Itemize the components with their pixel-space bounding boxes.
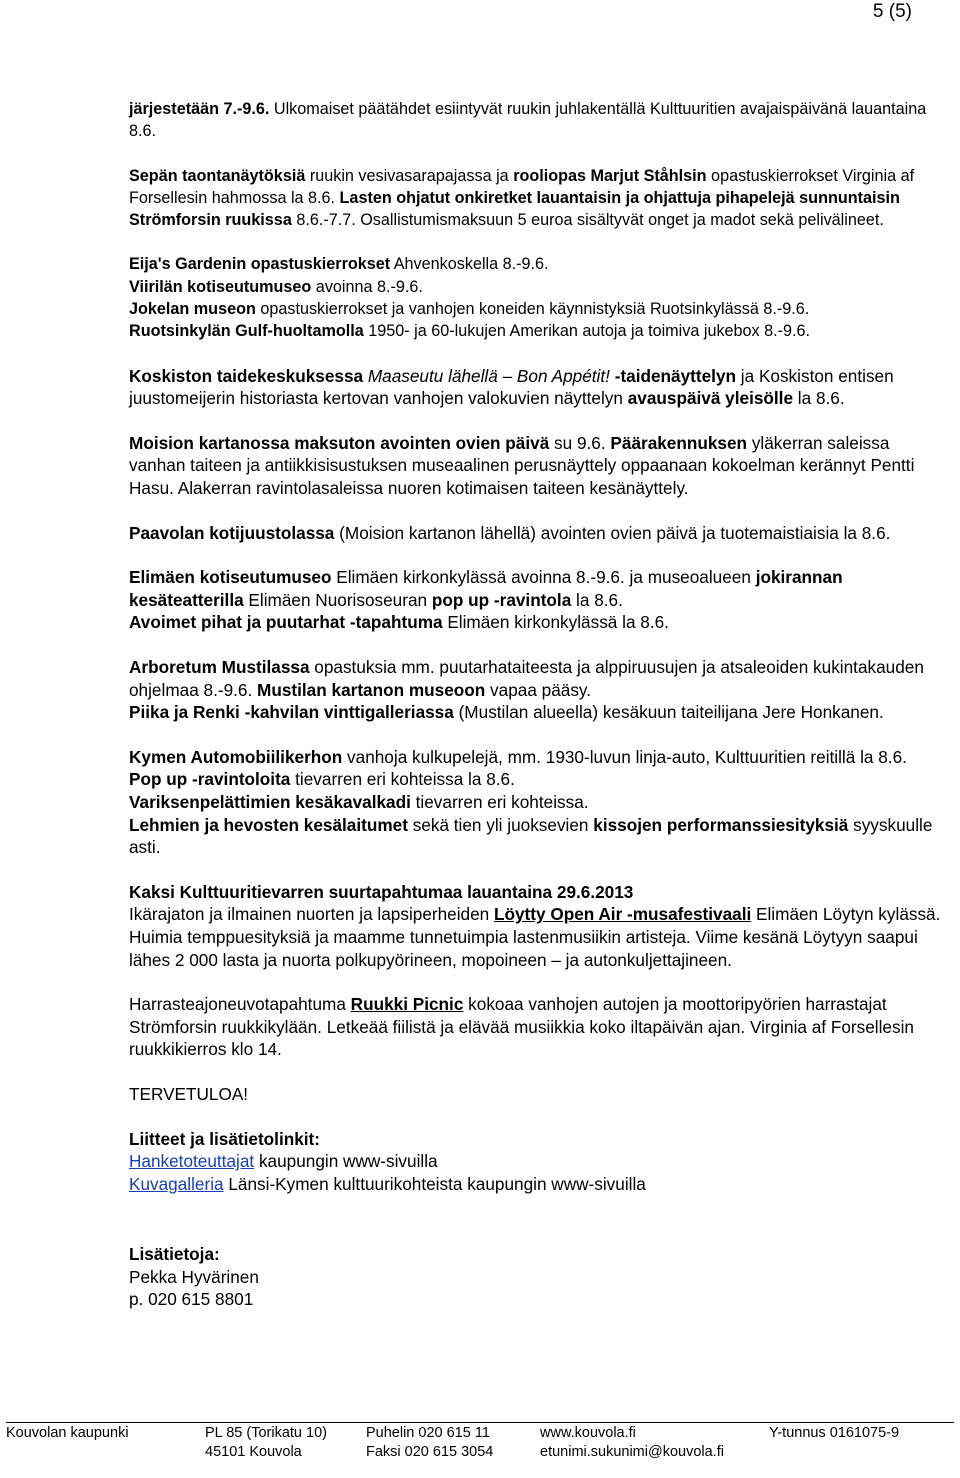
arboretum-bold-2: Mustilan kartanon museoon: [257, 679, 486, 700]
popup-text: tievarren eri kohteissa la 8.6.: [290, 769, 515, 790]
intro-text: Ulkomaiset päätähdet esiintyvät ruukin juhlakentällä Kulttuuritien avajaispäivänä lauantaina 8.6.: [129, 100, 927, 141]
lehmien-text-1: sekä tien yli juoksevien: [407, 814, 594, 835]
koskisto-text-1: ja Koskiston entisen juustomeijerin historiasta kertovan vanhojen valokuvien näyttelyn: [129, 365, 894, 409]
footer-address-line-1: PL 85 (Torikatu 10): [205, 1425, 327, 1441]
moisio-text-1: su 9.6.: [549, 432, 611, 453]
footer-web-email: [540, 1424, 724, 1462]
moisio-bold-1: Moision kartanossa maksuton avointen ovien päivä: [129, 432, 550, 453]
kaksi-heading-text: Kaksi Kulttuuritievarren suurtapahtumaa lauantaina 29.6.2013: [129, 881, 634, 902]
variksen-text: tievarren eri kohteissa.: [410, 791, 589, 812]
popup-bold: Pop up -ravintoloita: [129, 769, 291, 790]
ruotsinkyla-bold: Ruotsinkylän Gulf-huoltamolla: [129, 322, 364, 341]
liitteet-line-1: [129, 1150, 944, 1173]
hanketoteuttajat-link[interactable]: Hanketoteuttajat: [129, 1151, 255, 1172]
sepan-bold-1: Sepän taontanäytöksiä: [129, 166, 306, 185]
page-number: 5 (5): [872, 1, 912, 22]
lehmien-paragraph: [129, 814, 944, 859]
arboretum-bold-1: Arboretum Mustilassa: [129, 657, 310, 678]
harraste-text-1: Harrasteajoneuvotapahtuma: [129, 994, 351, 1015]
kymen-bold: Kymen Automobiilikerhon: [129, 746, 343, 767]
elimaki-bold-2: jokirannan kesäteatterilla: [129, 567, 843, 610]
lehmien-text-2: syyskuulle asti.: [129, 814, 933, 858]
ruotsinkyla-paragraph: [129, 320, 944, 342]
footer-email: etunimi.sukunimi@kouvola.fi: [540, 1444, 724, 1460]
variksen-paragraph: [129, 791, 944, 814]
jokela-text: opastuskierrokset ja vanhojen koneiden käynnistyksiä Ruotsinkylässä 8.-9.6.: [255, 300, 810, 319]
koskisto-text-2: la 8.6.: [793, 388, 845, 409]
footer-org: Kouvolan kaupunki: [6, 1425, 129, 1441]
koskisto-bold-1: Koskiston taidekeskuksessa: [129, 365, 364, 386]
liitteet-heading-text: Liitteet ja lisätietolinkit:: [129, 1128, 321, 1149]
footer-address: [205, 1424, 327, 1462]
moisio-paragraph: [129, 432, 944, 500]
sepan-paragraph: [129, 165, 944, 232]
page-footer: [6, 1422, 954, 1460]
arboretum-text-2: vapaa pääsy.: [485, 679, 592, 700]
koskisto-italic-2: Bon Appétit!: [516, 365, 610, 386]
kaksi-text-2: Elimäen Löytyn kylässä. Huimia temppuesityksiä ja maamme tunnetuimpia lastenmusiikin artisteja. Viime kesänä Löytyyn saapui lähes 2 000 lasta ja nuorta polkupyörineen, mopoineen – ja autonkuljettajineen.: [129, 904, 941, 970]
avoimet-paragraph: [129, 611, 944, 634]
viirila-bold: Viirilän kotiseutumuseo: [129, 277, 312, 296]
intro-paragraph: [129, 98, 944, 143]
koskisto-italic-1: Maaseutu lähellä: [367, 365, 498, 386]
sepan-text-3: 8.6.-7.7. Osallistumismaksuun 5 euroa sisältyvät onget ja madot sekä pelivälineet.: [291, 211, 884, 230]
lehmien-bold-2: kissojen performanssiesityksiä: [593, 814, 849, 835]
document-body: [129, 98, 944, 1311]
elimaki-bold-1: Elimäen kotiseutumuseo: [129, 567, 332, 588]
tervetuloa: TERVETULOA!: [129, 1083, 249, 1104]
arboretum-paragraph: [129, 656, 944, 701]
piika-bold: Piika ja Renki -kahvilan vinttigalleriassa: [129, 702, 454, 723]
piika-paragraph: [129, 701, 944, 724]
sepan-text-2: opastuskierrokset Virginia af Forsellesin hahmossa la 8.6.: [129, 166, 915, 207]
arboretum-text-1: opastuksia mm. puutarhataiteesta ja alppiruusujen ja atsaleoiden kukintakauden ohjelmaa 8.-9.6.: [129, 657, 924, 700]
contact-phone: p. 020 615 8801: [129, 1289, 254, 1310]
ruukki-picnic-link[interactable]: Ruukki Picnic: [350, 994, 464, 1015]
kaksi-paragraph: [129, 903, 944, 971]
sepan-bold-3: Lasten ohjatut onkiretket lauantaisin ja ohjattuja pihapelejä sunnuntaisin Strömforsin ruukissa: [129, 188, 900, 230]
liitteet-line-2: [129, 1173, 944, 1196]
koskisto-paragraph: [129, 365, 944, 410]
intro-bold: järjestetään 7.-9.6.: [129, 100, 270, 118]
footer-fax: Faksi 020 615 3054: [366, 1444, 494, 1460]
moisio-bold-2: Päärakennuksen: [610, 432, 748, 453]
jokela-paragraph: [129, 298, 944, 320]
avoimet-bold: Avoimet pihat ja puutarhat -tapahtuma: [129, 612, 443, 633]
loytty-festival-link[interactable]: Löytty Open Air -musafestivaali: [494, 904, 752, 925]
elimaki-text-2: Elimäen Nuorisoseuran: [243, 589, 432, 610]
popup-paragraph: [129, 768, 944, 791]
koskisto-bold-2: -taidenäyttelyn: [614, 365, 737, 386]
lisatietoja-heading-text: Lisätietoja:: [129, 1244, 220, 1265]
footer-phone: Puhelin 020 615 11: [366, 1425, 490, 1441]
piika-text: (Mustilan alueella) kesäkuun taiteilijana Jere Honkanen.: [453, 702, 884, 723]
footer-address-line-2: 45101 Kouvola: [205, 1444, 302, 1460]
jokela-bold: Jokelan museon: [129, 300, 256, 319]
koskisto-bold-3: avauspäivä yleisölle: [627, 388, 794, 409]
elimaki-text-3: la 8.6.: [571, 589, 623, 610]
kymen-text: vanhoja kulkupelejä, mm. 1930-luvun linja-auto, Kulttuuritien reitillä la 8.6.: [342, 746, 907, 767]
eija-text: Ahvenkoskella 8.-9.6.: [390, 255, 549, 274]
elimaki-bold-3: pop up -ravintola: [431, 589, 572, 610]
elimaki-paragraph: [129, 566, 944, 611]
footer-phone-fax: [366, 1424, 493, 1462]
sepan-bold-2: rooliopas Marjut Ståhlsin: [513, 166, 707, 185]
elimaki-text-1: Elimäen kirkonkylässä avoinna 8.-9.6. ja museoalueen: [331, 567, 756, 588]
viirila-paragraph: [129, 276, 944, 298]
paavola-paragraph: [129, 522, 944, 545]
liitteet-heading: [129, 1128, 944, 1151]
ruotsinkyla-text: 1950- ja 60-lukujen Amerikan autoja ja toimiva jukebox 8.-9.6.: [363, 322, 811, 341]
sepan-text-1: ruukin vesivasarapajassa ja: [305, 166, 514, 185]
harraste-paragraph: [129, 993, 944, 1061]
kuvagalleria-link[interactable]: Kuvagalleria: [129, 1173, 224, 1194]
moisio-text-2: yläkerran saleissa vanhan taiteen ja antiikkisisustuksen museaalinen perusnäyttely oppaanaan kokoelman kerännyt Pentti Hasu. Alakerran ravintolasaleissa nuoren kotimaisen taiteen kesänäyttely.: [129, 432, 915, 499]
paavola-text: (Moision kartanon lähellä) avointen ovien päivä ja tuotemaistiaisia la 8.6.: [334, 522, 891, 543]
kaksi-heading: [129, 881, 944, 904]
contact-name: Pekka Hyvärinen: [129, 1266, 259, 1287]
eija-paragraph: [129, 253, 944, 275]
paavola-bold: Paavolan kotijuustolassa: [129, 522, 335, 543]
variksen-bold: Variksenpelättimien kesäkavalkadi: [129, 791, 411, 812]
lehmien-bold-1: Lehmien ja hevosten kesälaitumet: [129, 814, 408, 835]
liitteet-text-1: kaupungin www-sivuilla: [254, 1151, 438, 1172]
lisatietoja-heading: [129, 1243, 944, 1266]
viirila-text: avoinna 8.-9.6.: [311, 277, 423, 296]
harraste-text-2: kokoaa vanhojen autojen ja moottoripyörien harrastajat Strömforsin ruukkikylään. Letkeää fiilistä ja elävää musiikkia koko iltapäivän ajan. Virginia af Forsellesin ruukkikierros klo 14.: [129, 994, 914, 1060]
eija-bold: Eija's Gardenin opastuskierrokset: [129, 255, 391, 274]
kymen-paragraph: [129, 746, 944, 769]
liitteet-text-2: Länsi-Kymen kulttuurikohteista kaupungin www-sivuilla: [223, 1173, 646, 1194]
kaksi-text-1: Ikärajaton ja ilmainen nuorten ja lapsiperheiden: [129, 904, 494, 925]
avoimet-text: Elimäen kirkonkylässä la 8.6.: [442, 612, 669, 633]
footer-ytunnus: Y-tunnus 0161075-9: [769, 1425, 900, 1441]
footer-web: www.kouvola.fi: [540, 1425, 636, 1441]
koskisto-dash: –: [502, 365, 513, 386]
